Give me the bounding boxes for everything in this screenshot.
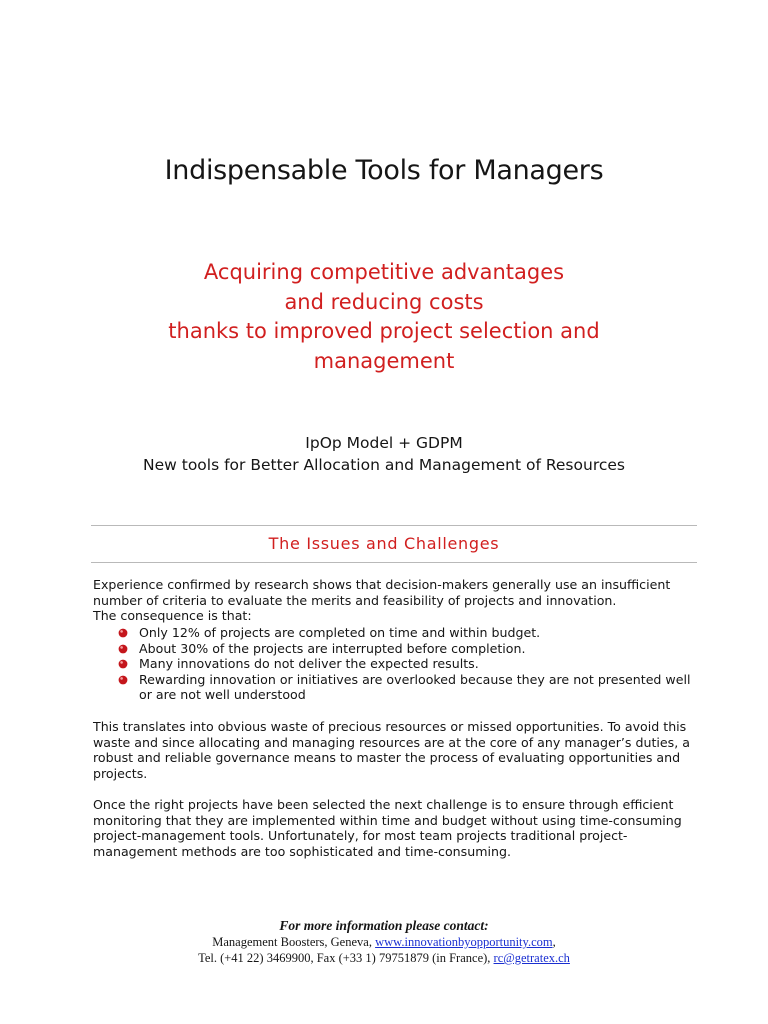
phone-fax-text: Tel. (+41 22) 3469900, Fax (+33 1) 79751879 (in France), (198, 951, 494, 965)
model-block (0, 432, 768, 476)
section-divider-top (91, 525, 697, 526)
intro-text: Experience confirmed by research shows that decision-makers generally use an insufficient number of criteria to evaluate the merits and feasibility of projects and innovation. (93, 577, 671, 608)
red-ball-bullet-icon (118, 675, 128, 685)
contact-footer (0, 918, 768, 966)
website-link[interactable]: www.innovationbyopportunity.com (375, 935, 553, 949)
red-ball-bullet-icon (118, 659, 128, 669)
intro-paragraph (93, 577, 703, 624)
separator-comma: , (552, 935, 556, 949)
footer-title: For more information please contact: (279, 918, 489, 933)
list-item (116, 641, 706, 657)
consequence-text: The consequence is that: (93, 608, 252, 624)
monitoring-paragraph: Once the right projects have been selected the next challenge is to ensure through efficient monitoring that they are implemented within time and budget without using time-consuming project-management tools. Unfortunately, for most team projects traditional project-management methods are too sophisticated and time-consuming. (93, 797, 682, 859)
subtitle-line: thanks to improved project selection and (168, 319, 600, 343)
red-ball-bullet-icon (118, 644, 128, 654)
list-item-text: About 30% of the projects are interrupted before completion. (139, 640, 526, 656)
footer-address-line (0, 934, 768, 950)
list-item (116, 672, 706, 703)
subtitle-line: management (313, 348, 455, 373)
list-item-text: Only 12% of projects are completed on time and within budget. (139, 625, 541, 640)
list-item (116, 625, 706, 641)
list-item-text: Many innovations do not deliver the expected results. (139, 656, 479, 672)
company-location: Management Boosters, Geneva, (212, 935, 376, 949)
subtitle (0, 258, 768, 376)
waste-paragraph: This translates into obvious waste of precious resources or missed opportunities. To avoid this waste and since allocating and managing resources are at the core of any manager’s duties, a robust and reliable governance means to master the process of evaluating opportunities and projects. (93, 719, 690, 781)
list-item (116, 656, 706, 672)
model-tagline: New tools for Better Allocation and Management of Resources (143, 456, 625, 474)
email-link[interactable]: rc@getratex.ch (493, 951, 570, 965)
issues-list (116, 625, 706, 703)
model-name: IpOp Model + GDPM (305, 434, 463, 452)
section-divider-bottom (91, 562, 697, 563)
subtitle-line: Acquiring competitive advantages (203, 260, 565, 284)
subtitle-line: and reducing costs (284, 289, 484, 314)
section-heading: The Issues and Challenges (268, 534, 500, 553)
page-title: Indispensable Tools for Managers (164, 155, 604, 186)
footer-phone-line (0, 950, 768, 966)
list-item-text: Rewarding innovation or initiatives are overlooked because they are not presented well or are not well understood (139, 671, 691, 703)
red-ball-bullet-icon (118, 628, 128, 638)
